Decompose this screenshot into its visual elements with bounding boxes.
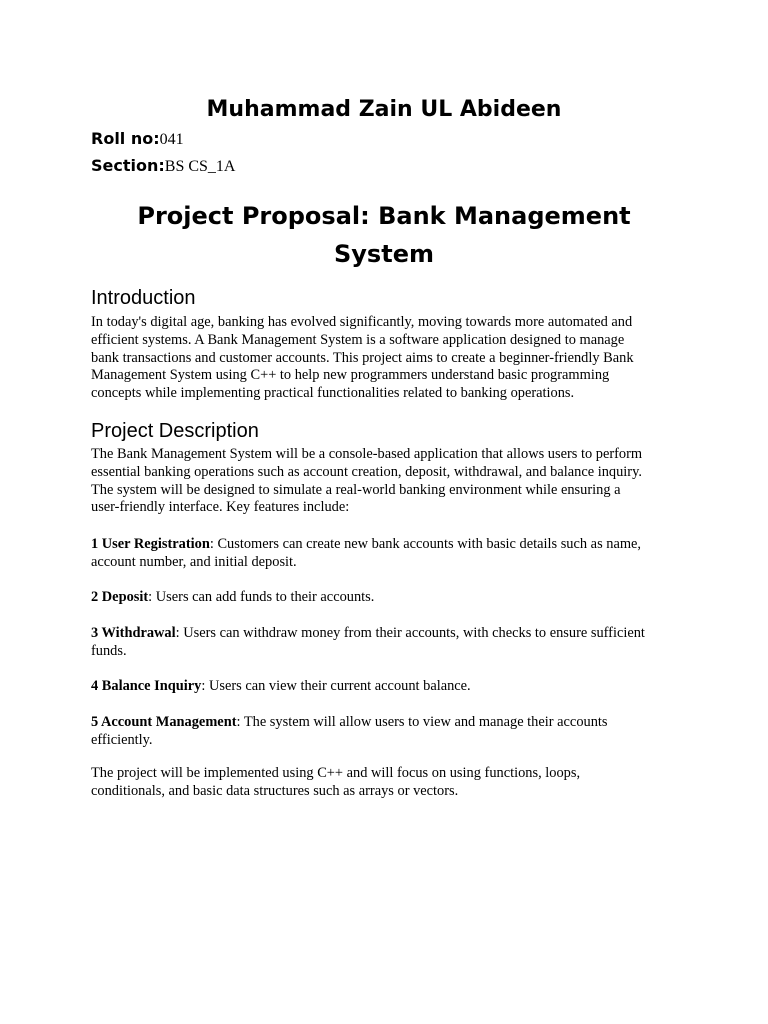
paragraph-line: Management System using C++ to help new programmers understand basic programming: [91, 367, 610, 384]
feature-text: funds.: [91, 642, 127, 659]
author-name: Muhammad Zain UL Abideen: [206, 97, 562, 122]
feature-line: [91, 589, 681, 607]
section-value: BS CS_1A: [164, 158, 236, 175]
feature-title: 4 Balance Inquiry: [91, 678, 202, 694]
feature-text: efficiently.: [91, 731, 153, 748]
closing-paragraph: [91, 765, 681, 801]
paragraph-line: The system will be designed to simulate a real-world banking environment while ensuring a: [91, 481, 621, 498]
feature-item: [91, 536, 681, 572]
feature-title: 2 Deposit: [91, 589, 149, 605]
paragraph-line: user-friendly interface. Key features include:: [91, 499, 350, 516]
document-title: [90, 197, 678, 273]
paragraph-line: concepts while implementing practical functionalities related to banking operations.: [91, 385, 575, 402]
introduction-paragraph: [91, 314, 681, 403]
feature-item: [91, 678, 681, 696]
feature-text: : The system will allow users to view and manage their accounts: [236, 714, 608, 730]
feature-text: : Users can add funds to their accounts.: [148, 589, 375, 605]
feature-text: : Customers can create new bank accounts with basic details such as name,: [209, 536, 642, 552]
roll-number: [91, 127, 184, 152]
feature-line: [91, 536, 681, 554]
feature-line: [91, 625, 681, 643]
paragraph-line: efficient systems. A Bank Management System is a software application designed to manage: [91, 331, 625, 348]
paragraph-line: The Bank Management System will be a console-based application that allows users to perform: [91, 446, 643, 462]
introduction-heading: Introduction: [91, 287, 196, 309]
roll-value: 041: [159, 131, 184, 148]
project-description-heading: Project Description: [91, 420, 259, 442]
paragraph-line: bank transactions and customer accounts. This project aims to create a beginner-friendly Bank: [91, 349, 634, 366]
feature-line: [91, 714, 681, 732]
section: [91, 154, 235, 179]
paragraph-line: In today's digital age, banking has evolved significantly, moving towards more automated and: [91, 314, 633, 330]
feature-title: 5 Account Management: [91, 714, 237, 730]
roll-label: Roll no:: [91, 129, 160, 148]
section-label: Section:: [91, 156, 165, 175]
paragraph-line: essential banking operations such as account creation, deposit, withdrawal, and balance inquiry.: [91, 463, 642, 480]
title-line: System: [334, 240, 434, 268]
paragraph-line: The project will be implemented using C++ and will focus on using functions, loops,: [91, 765, 581, 781]
paragraph-line: conditionals, and basic data structures such as arrays or vectors.: [91, 782, 459, 799]
title-line: Project Proposal: Bank Management: [137, 202, 631, 230]
feature-line: [91, 678, 681, 696]
description-paragraph: [91, 446, 681, 517]
feature-title: 3 Withdrawal: [91, 625, 176, 641]
feature-item: [91, 625, 681, 661]
feature-title: 1 User Registration: [91, 536, 210, 552]
feature-text: : Users can view their current account balance.: [201, 678, 471, 694]
feature-text: : Users can withdraw money from their accounts, with checks to ensure sufficient: [175, 625, 645, 641]
feature-item: [91, 714, 681, 750]
feature-item: [91, 589, 681, 607]
feature-text: account number, and initial deposit.: [91, 553, 297, 570]
